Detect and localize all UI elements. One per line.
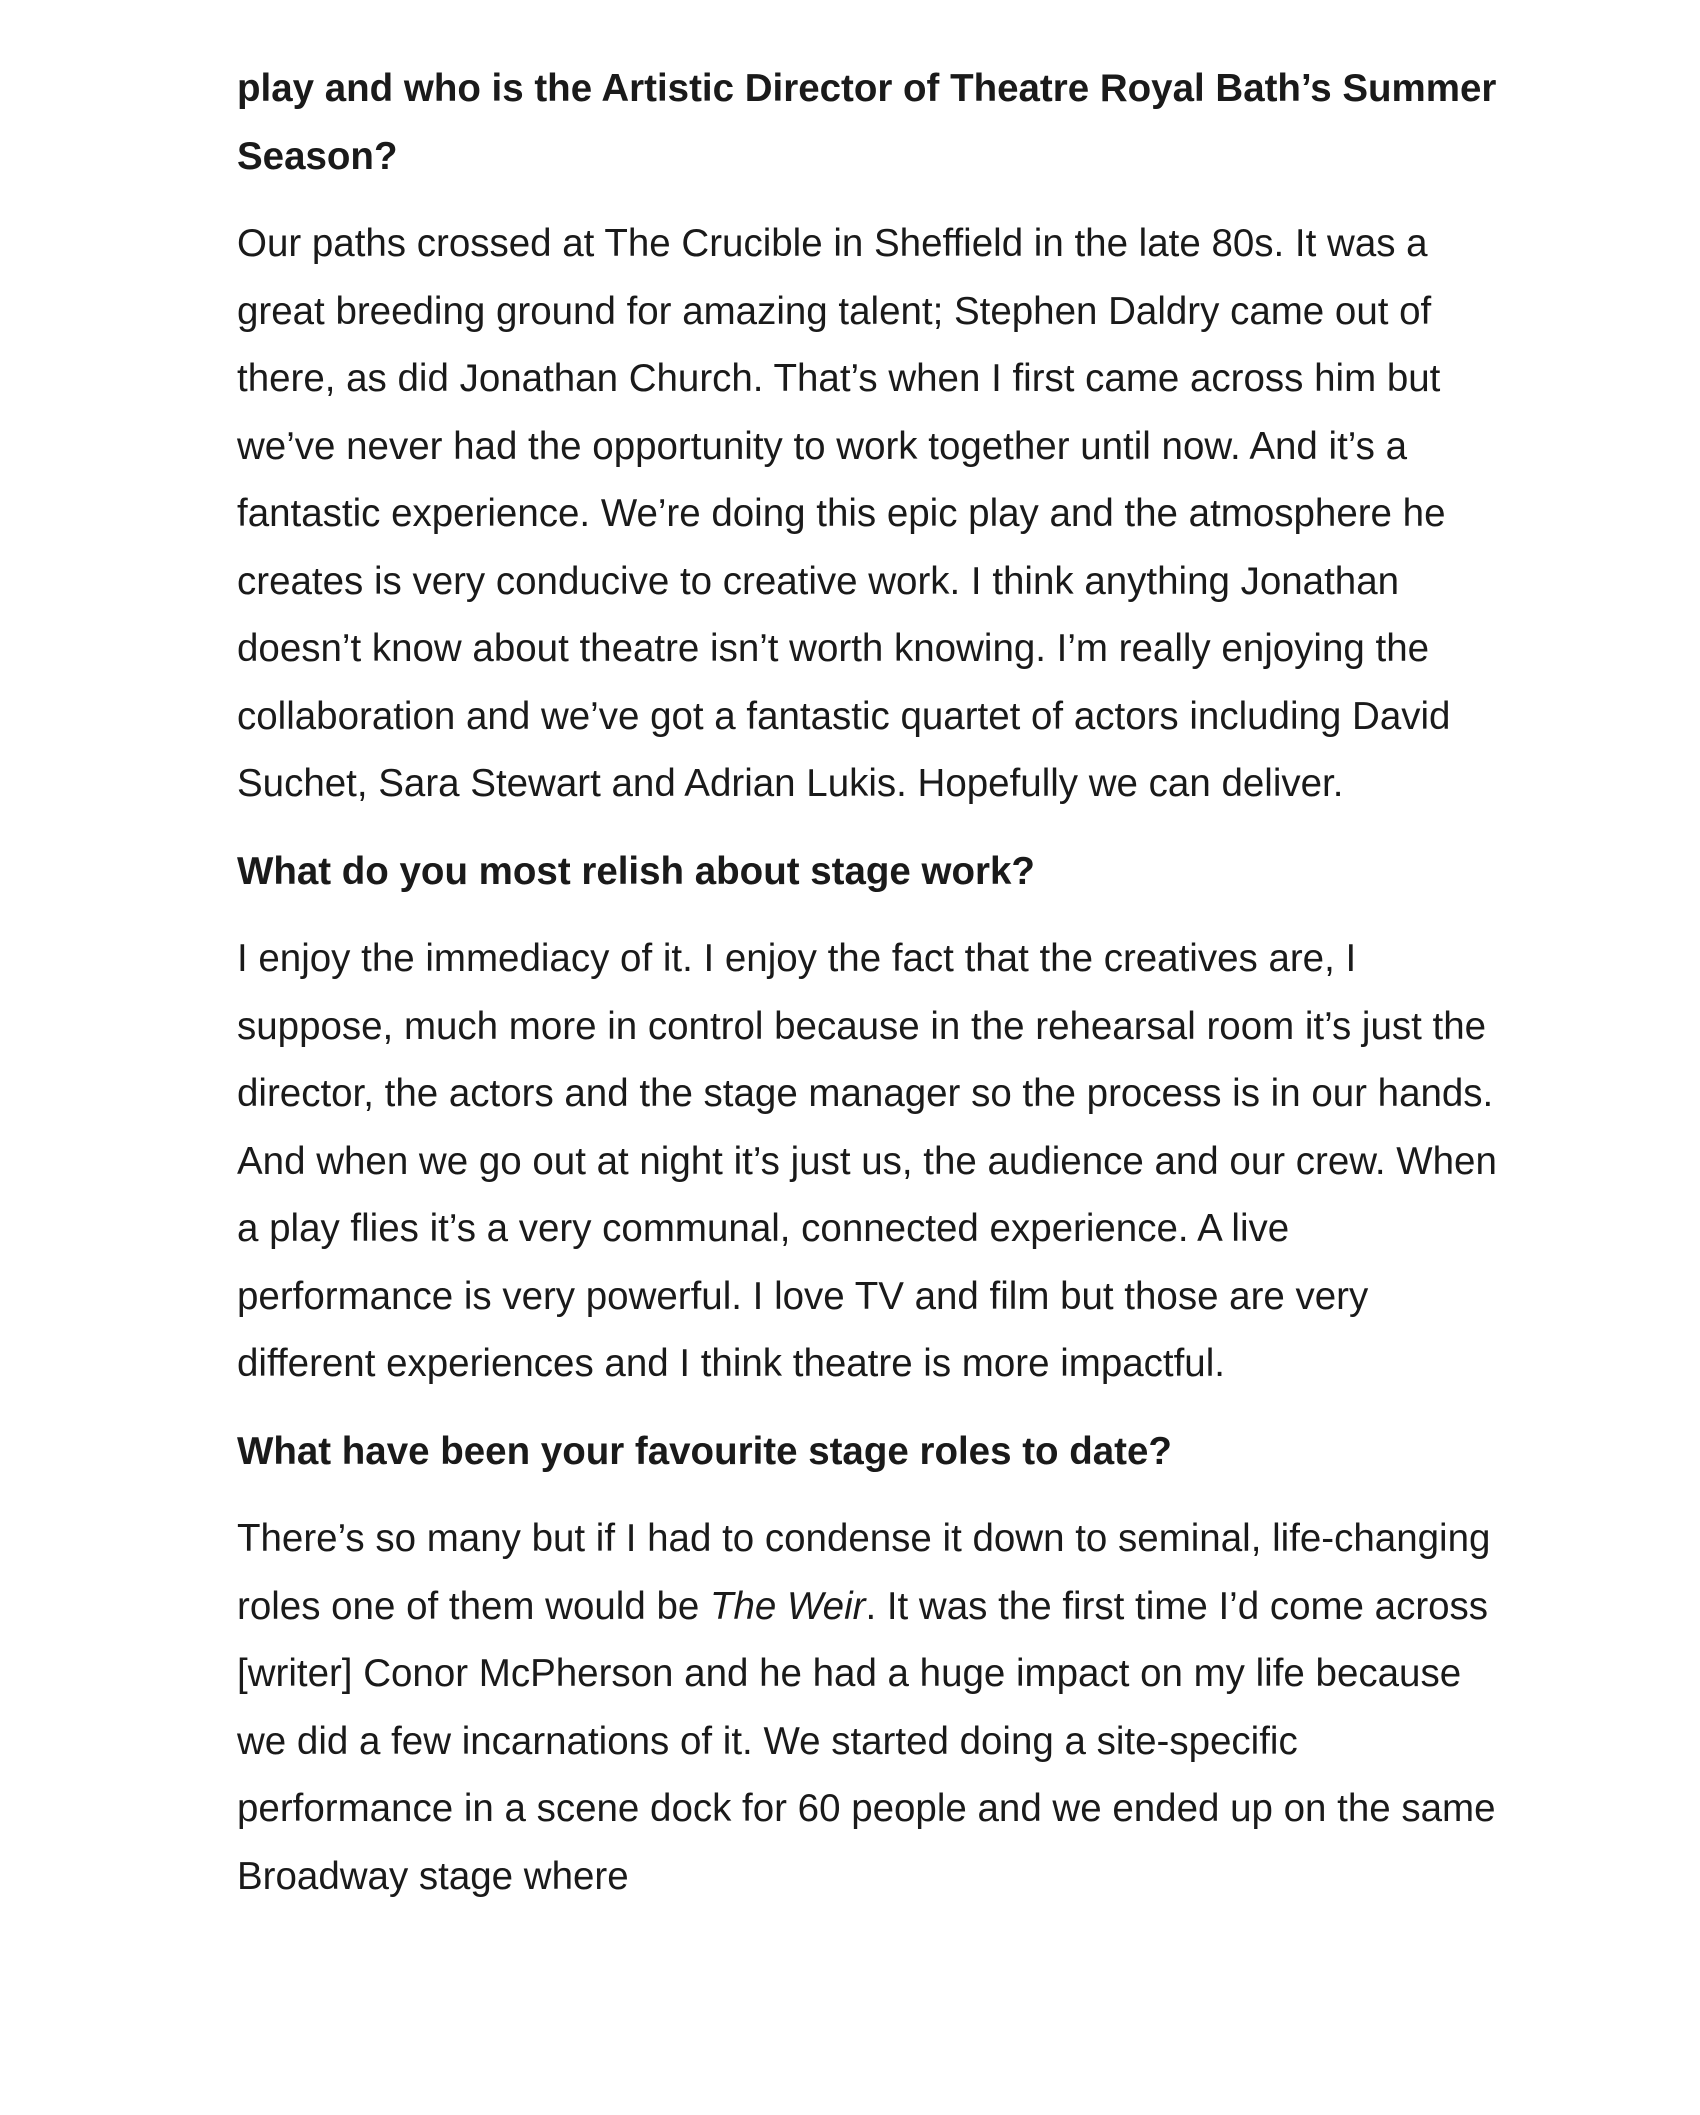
answer-3-text-after-title: . It was the first time I’d come across [writer] Conor McPherson and he had a huge impact on my life because we did a few incarnations of it. We started doing a site-specific performance in a scene dock for 60 people and we ended up on the same Broadway stage where	[237, 1584, 1496, 1898]
answer-3-play-title: The Weir	[709, 1584, 866, 1628]
question-3: What have been your favourite stage roles to date?	[237, 1429, 1172, 1473]
answer-3-text-before-title: There’s so many but if I had to condense it down to seminal, life-changing roles one of them would be	[237, 1517, 1491, 1628]
question-2: What do you most relish about stage work?	[237, 849, 1035, 893]
answer-2: I enjoy the immediacy of it. I enjoy the fact that the creatives are, I suppose, much more in control because in the rehearsal room it’s just the director, the actors and the stage manager so the process is in our hands. And when we go out at night it’s just us, the audience and our crew. When a play flies it’s a very communal, connected experience. A live performance is very powerful. I love TV and film but those are very different experiences and I think theatre is more impactful.	[237, 937, 1497, 1385]
document-page	[237, 55, 1507, 1910]
answer-3	[237, 1505, 1507, 1910]
question-1: play and who is the Artistic Director of Theatre Royal Bath’s Summer Season?	[237, 67, 1497, 178]
answer-1: Our paths crossed at The Crucible in Sheffield in the late 80s. It was a great breeding ground for amazing talent; Stephen Daldry came out of there, as did Jonathan Church. That’s when I first came across him but we’ve never had the opportunity to work together until now. And it’s a fantastic experience. We’re doing this epic play and the atmosphere he creates is very conducive to creative work. I think anything Jonathan doesn’t know about theatre isn’t worth knowing. I’m really enjoying the collaboration and we’ve got a fantastic quartet of actors including David Suchet, Sara Stewart and Adrian Lukis. Hopefully we can deliver.	[237, 222, 1451, 805]
